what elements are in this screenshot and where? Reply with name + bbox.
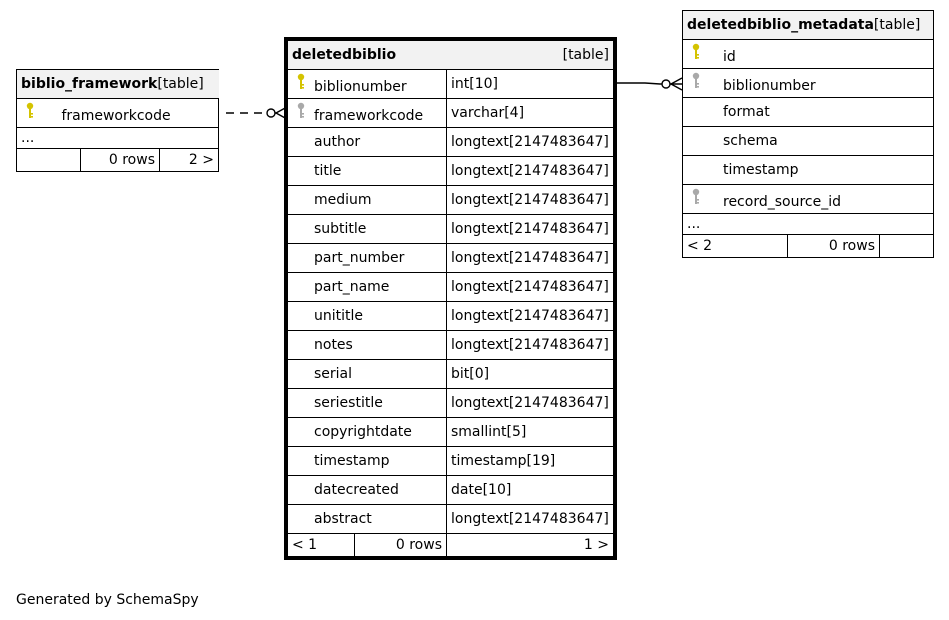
- table-name: deletedbiblio_metadata: [687, 17, 874, 33]
- relation-deletedbiblio-to-metadata: [614, 78, 682, 90]
- column-name: timestamp: [723, 162, 799, 178]
- table-name: biblio_framework: [21, 76, 158, 92]
- column-type: int[10]: [447, 70, 614, 99]
- table-type: [table]: [873, 17, 921, 33]
- column-name: medium: [314, 192, 372, 208]
- more-columns: ...: [683, 214, 934, 235]
- column-type: longtext[2147483647]: [447, 505, 614, 534]
- column-name: record_source_id: [723, 194, 841, 210]
- column-name: unititle: [314, 308, 364, 324]
- column-type: varchar[4]: [447, 99, 614, 128]
- column-type: longtext[2147483647]: [447, 215, 614, 244]
- row-count: 0 rows: [81, 149, 160, 171]
- column-name: format: [723, 104, 770, 120]
- column-name: part_number: [314, 250, 405, 266]
- column-name: part_name: [314, 279, 390, 295]
- parents-count[interactable]: < 2: [683, 235, 788, 257]
- column-name: copyrightdate: [314, 424, 412, 440]
- relation-biblio-framework-to-deletedbiblio: [226, 107, 287, 119]
- column-type: longtext[2147483647]: [447, 244, 614, 273]
- column-name: subtitle: [314, 221, 367, 237]
- column-type: longtext[2147483647]: [447, 302, 614, 331]
- generated-by-footer: Generated by SchemaSpy: [16, 592, 199, 608]
- column-name: biblionumber: [723, 78, 816, 94]
- row-count: 0 rows: [395, 537, 442, 553]
- children-count[interactable]: 2 >: [188, 152, 214, 168]
- column-name: frameworkcode: [314, 108, 424, 124]
- column-name: biblionumber: [314, 79, 407, 95]
- column-name: datecreated: [314, 482, 399, 498]
- column-name: seriestitle: [314, 395, 383, 411]
- table-type: [table]: [157, 76, 204, 92]
- more-columns: ...: [17, 128, 219, 149]
- column-type: longtext[2147483647]: [447, 331, 614, 360]
- column-name: id: [723, 49, 736, 65]
- parents-count[interactable]: < 1: [288, 534, 355, 556]
- column-name: abstract: [314, 511, 372, 527]
- column-name: schema: [723, 133, 778, 149]
- column-type: smallint[5]: [447, 418, 614, 447]
- table-name: deletedbiblio: [292, 47, 397, 63]
- column-name: author: [314, 134, 361, 150]
- table-type: [table]: [562, 47, 609, 63]
- column-type: longtext[2147483647]: [447, 273, 614, 302]
- row-count: 0 rows: [788, 235, 880, 257]
- column-type: timestamp[19]: [447, 447, 614, 476]
- column-type: date[10]: [447, 476, 614, 505]
- column-name: serial: [314, 366, 353, 382]
- column-type: bit[0]: [447, 360, 614, 389]
- column-type: longtext[2147483647]: [447, 389, 614, 418]
- column-type: longtext[2147483647]: [447, 186, 614, 215]
- children-count[interactable]: 1 >: [447, 534, 614, 557]
- column-name: frameworkcode: [61, 108, 171, 124]
- column-type: longtext[2147483647]: [447, 128, 614, 157]
- column-name: title: [314, 163, 342, 179]
- column-name: timestamp: [314, 453, 390, 469]
- column-name: notes: [314, 337, 353, 353]
- column-type: longtext[2147483647]: [447, 157, 614, 186]
